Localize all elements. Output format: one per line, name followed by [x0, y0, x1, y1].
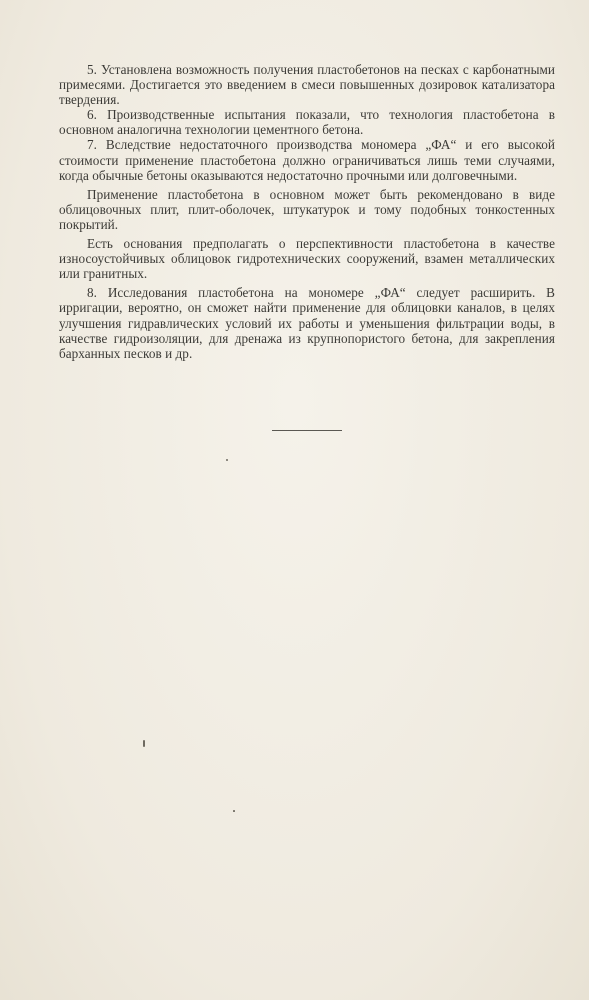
- end-divider-rule: [272, 430, 342, 431]
- paragraph-item-8: 8. Исследования пластобетона на мономере „ФА“ следует расширить. В ирригации, вероятно, он сможет найти применение для облицовки каналов, в целях улучшения гидравлических условий их работы и уменьшения фильтрации воды, в качестве гидроизоляции, для дренажа из крупнопористого бетона, для закрепления барханных песков и др.: [59, 285, 555, 361]
- paragraph-item-5: 5. Установлена возможность получения пластобетонов на песках с карбонатными примесями. Достигается это введением в смеси повышенных дозировок катализатора твердения.: [59, 62, 555, 108]
- paper-speck: [143, 740, 145, 747]
- paper-speck: [233, 810, 235, 812]
- paragraph-item-7: 7. Вследствие недостаточного производства мономера „ФА“ и его высокой стоимости применение пластобетона должно ограничиваться лишь теми случаями, когда обычные бетоны оказываются недостаточно прочными или долговечными.: [59, 137, 555, 183]
- paragraph-application: Применение пластобетона в основном может быть рекомендовано в виде облицовочных плит, плит-оболочек, штукатурок и тому подобных тонкостенных покрытий.: [59, 186, 555, 232]
- paragraph-prospects: Есть основания предполагать о перспективности пластобетона в качестве износоустойчивых облицовок гидротехнических сооружений, взамен металлических или гранитных.: [59, 236, 555, 282]
- body-text: [59, 62, 555, 361]
- paper-speck: [226, 459, 228, 461]
- paragraph-item-6: 6. Производственные испытания показали, что технология пластобетона в основном аналогична технологии цементного бетона.: [59, 107, 555, 138]
